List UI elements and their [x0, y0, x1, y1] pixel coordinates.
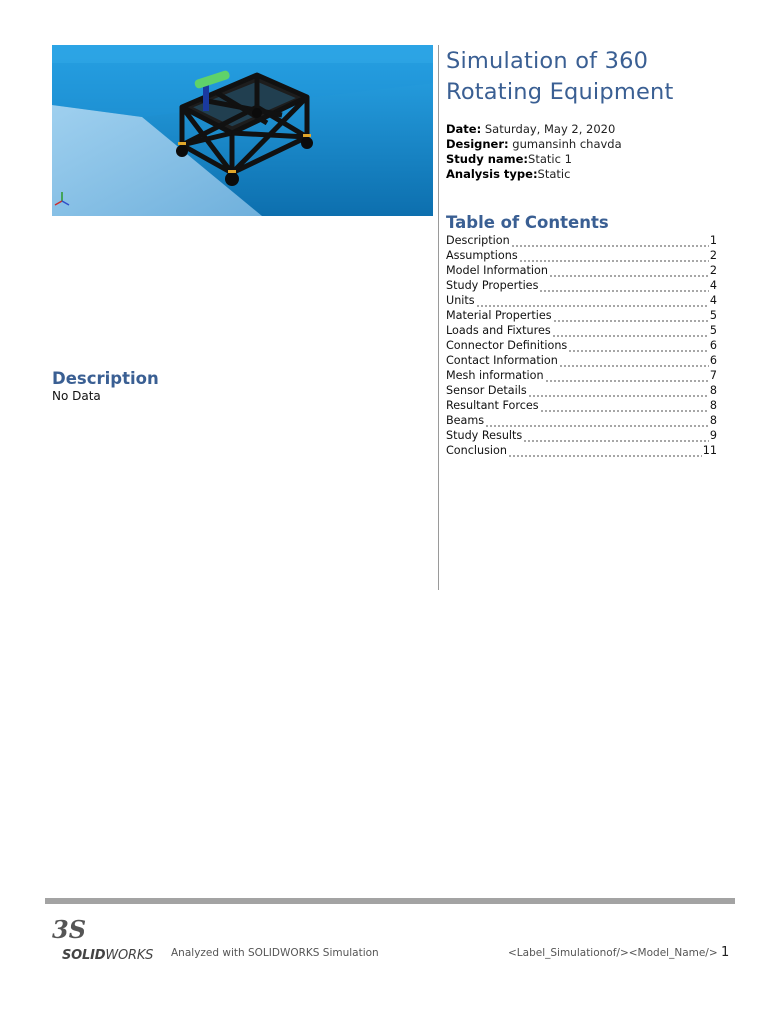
date-label: Date: [446, 122, 482, 136]
toc-item-label: Units [446, 294, 475, 307]
ds-logo-icon: 3S [52, 915, 87, 944]
toc-leader-dots [559, 353, 709, 368]
toc-item-page: 5 [709, 309, 717, 322]
toc-item-page: 4 [709, 294, 717, 307]
toc-item-label: Assumptions [446, 249, 518, 262]
analysis-type-label: Analysis type: [446, 167, 538, 181]
toc-item-page: 5 [709, 324, 717, 337]
toc-leader-dots [553, 308, 709, 323]
toc-item-label: Study Results [446, 429, 523, 442]
toc-item[interactable] [446, 413, 717, 428]
toc-item-page: 11 [702, 444, 717, 457]
toc-leader-dots [511, 233, 709, 248]
toc-item[interactable] [446, 353, 717, 368]
toc-leader-dots [552, 323, 709, 338]
toc-leader-dots [523, 428, 709, 443]
toc-item[interactable] [446, 428, 717, 443]
toc-leader-dots [528, 383, 709, 398]
toc-item-page: 6 [709, 354, 717, 367]
designer-row [446, 137, 746, 152]
toc-item-label: Connector Definitions [446, 339, 568, 352]
toc-leader-dots [519, 248, 709, 263]
toc-heading: Table of Contents [446, 213, 609, 232]
solidworks-logo [52, 914, 156, 964]
description-heading: Description [52, 369, 159, 388]
toc-item-label: Conclusion [446, 444, 507, 457]
toc-item-label: Mesh information [446, 369, 544, 382]
report-title-line-2: Rotating Equipment [446, 79, 674, 105]
toc-item[interactable] [446, 398, 717, 413]
designer-label: Designer: [446, 137, 509, 151]
toc-item-label: Model Information [446, 264, 548, 277]
toc-item-page: 8 [709, 414, 717, 427]
toc-leader-dots [549, 263, 709, 278]
footer-analyzed-text: Analyzed with SOLIDWORKS Simulation [171, 947, 379, 959]
toc-item[interactable] [446, 368, 717, 383]
toc-item[interactable] [446, 323, 717, 338]
toc-item[interactable] [446, 308, 717, 323]
toc-item-label: Beams [446, 414, 485, 427]
toc-item-page: 2 [709, 249, 717, 262]
date-row [446, 122, 746, 137]
study-metadata [446, 122, 746, 182]
analysis-type-value: Static [537, 167, 571, 181]
toc-item-page: 7 [709, 369, 717, 382]
toc-item-page: 1 [709, 234, 717, 247]
toc-item[interactable] [446, 233, 717, 248]
toc-item[interactable] [446, 383, 717, 398]
logo-works-text: WORKS [105, 948, 154, 963]
toc-item[interactable] [446, 263, 717, 278]
toc-item-label: Sensor Details [446, 384, 527, 397]
report-title [446, 46, 746, 108]
logo-solid-text: SOLID [62, 948, 106, 963]
toc-leader-dots [540, 398, 709, 413]
toc-item-page: 9 [709, 429, 717, 442]
toc-item-page: 6 [709, 339, 717, 352]
toc-item[interactable] [446, 248, 717, 263]
toc-item[interactable] [446, 443, 717, 458]
table-of-contents [446, 233, 717, 458]
designer-value: gumansinh chavda [508, 137, 622, 151]
toc-item-label: Description [446, 234, 510, 247]
toc-item-label: Material Properties [446, 309, 552, 322]
date-value: Saturday, May 2, 2020 [481, 122, 616, 136]
study-name-label: Study name: [446, 152, 529, 166]
page-number: 1 [721, 945, 730, 960]
toc-item-label: Loads and Fixtures [446, 324, 551, 337]
column-divider [438, 45, 439, 590]
toc-leader-dots [568, 338, 709, 353]
toc-leader-dots [508, 443, 702, 458]
toc-item-label: Resultant Forces [446, 399, 539, 412]
footer-model-label: <Label_Simulationof/><Model_Name/> [508, 947, 718, 959]
toc-leader-dots [545, 368, 709, 383]
toc-item-page: 2 [709, 264, 717, 277]
description-body: No Data [52, 389, 101, 403]
toc-leader-dots [485, 413, 709, 428]
footer-rule [45, 898, 735, 904]
toc-leader-dots [539, 278, 708, 293]
study-name-value: Static 1 [528, 152, 572, 166]
toc-item-page: 4 [709, 279, 717, 292]
toc-leader-dots [476, 293, 709, 308]
toc-item[interactable] [446, 293, 717, 308]
study-name-row [446, 152, 746, 167]
analysis-type-row [446, 167, 746, 182]
report-title-line-1: Simulation of 360 [446, 48, 649, 74]
toc-item[interactable] [446, 278, 717, 293]
toc-item-page: 8 [709, 384, 717, 397]
model-render-image [52, 45, 433, 216]
solidworks-wordmark [62, 948, 153, 963]
toc-item[interactable] [446, 338, 717, 353]
toc-item-page: 8 [709, 399, 717, 412]
toc-item-label: Contact Information [446, 354, 558, 367]
toc-item-label: Study Properties [446, 279, 539, 292]
